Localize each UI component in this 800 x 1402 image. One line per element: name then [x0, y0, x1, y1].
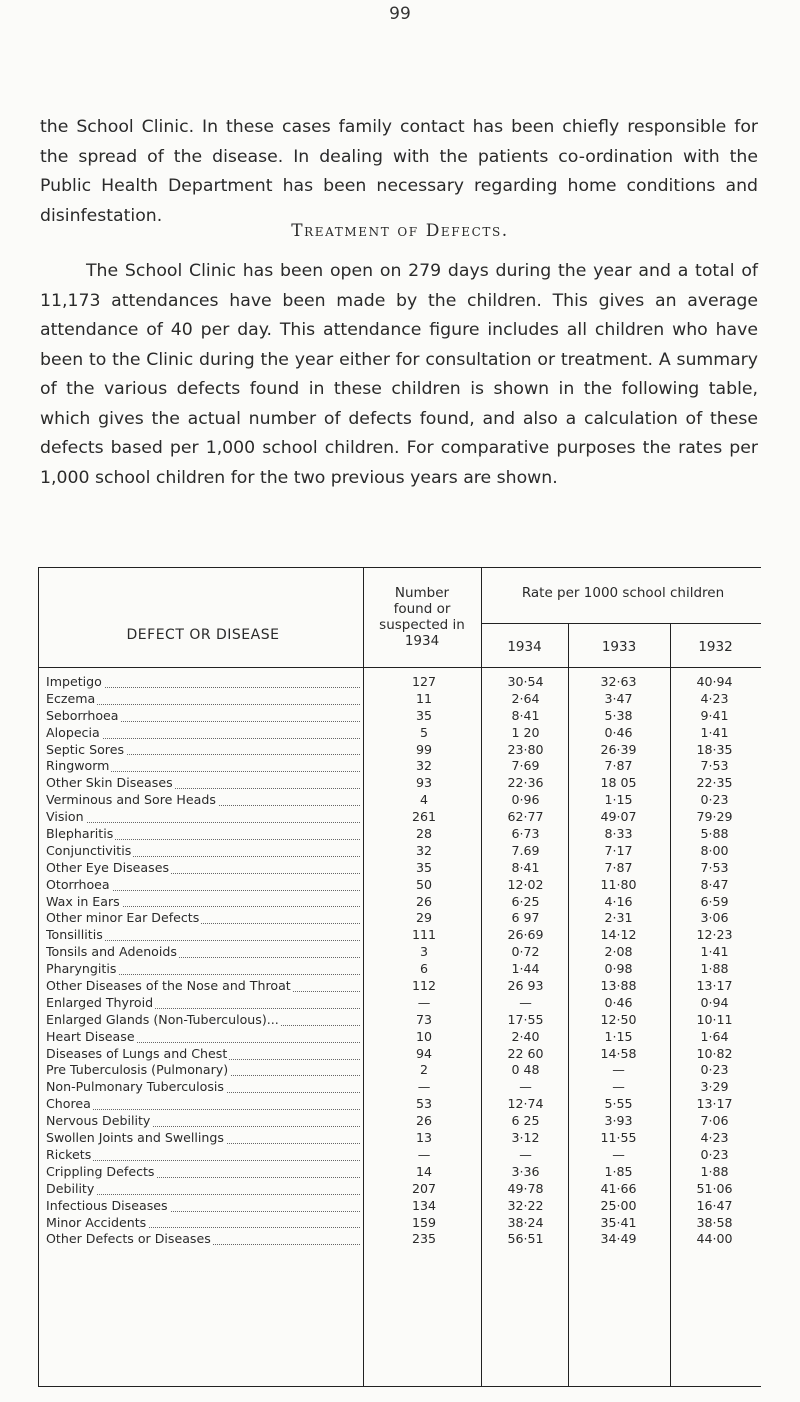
number-found: 127 — [411, 674, 437, 689]
rate-1934: 30·54 — [507, 674, 544, 689]
rate-1934: 8·41 — [511, 707, 540, 723]
rate-1932: 8·47 — [700, 876, 729, 892]
rate-1933: — — [612, 1079, 625, 1095]
table-bottom-border — [38, 1386, 761, 1387]
rate-1932: 1·41 — [700, 724, 729, 740]
rate-1932: 1·88 — [700, 961, 729, 977]
number-found: — — [417, 1146, 431, 1162]
rate-1934: 32·22 — [507, 1197, 544, 1213]
rate-1932: 5·88 — [700, 826, 729, 842]
header-year-1934: 1934 — [507, 639, 542, 655]
row-label: Crippling Defects — [46, 1164, 360, 1181]
rate-1933: 8·33 — [604, 826, 633, 842]
rate-1933: 3·93 — [604, 1113, 633, 1129]
number-found: 6 — [419, 961, 428, 977]
table-row — [38, 1215, 761, 1232]
rate-1934: 38·24 — [507, 1214, 544, 1230]
rate-1932: 51·06 — [696, 1180, 733, 1196]
number-found: 261 — [411, 809, 437, 825]
rate-1934: 3·12 — [511, 1130, 540, 1146]
row-label: Other Defects or Diseases — [46, 1231, 360, 1248]
rate-1934: 17·55 — [507, 1011, 544, 1027]
rate-1934: 7.69 — [511, 842, 540, 858]
rate-1933: 11·80 — [600, 876, 637, 892]
rate-1933: 25·00 — [600, 1197, 637, 1213]
table-row — [38, 860, 761, 877]
number-found: 32 — [415, 842, 433, 858]
number-found: 112 — [411, 978, 437, 994]
number-found: 26 — [415, 893, 433, 909]
number-found: 4 — [419, 792, 428, 808]
rate-1934: 26·69 — [507, 927, 544, 943]
table-row — [38, 1079, 761, 1096]
table-row — [38, 691, 761, 708]
row-label: Other Diseases of the Nose and Throat — [46, 978, 360, 995]
table-row — [38, 877, 761, 894]
number-found: 35 — [415, 859, 433, 875]
table-row — [38, 1231, 761, 1248]
rate-1932: 0·94 — [700, 994, 729, 1010]
rate-1933: 5·38 — [604, 707, 633, 723]
rate-1933: 0·46 — [604, 994, 633, 1010]
rate-1933: 12·50 — [600, 1011, 637, 1027]
body-paragraph: The School Clinic has been open on 279 days during the year and a total of 11,173 attendances have been made by the children. This gives an average attendance of 40 per day. This attendance figure includes all children who have been to the Clinic during the year either for consultation or treatment. A summary of the various defects found in these children is shown in the following table, which gives the actual number of defects found, and also a calculation of these defects based per 1,000 school children. For comparative purposes the rates per 1,000 school children for the two previous years are shown. — [40, 261, 758, 488]
number-found: 94 — [415, 1045, 433, 1061]
rate-1934: 12·02 — [507, 876, 544, 892]
row-label: Non-Pulmonary Tuberculosis — [46, 1079, 360, 1096]
rate-1933: 49·07 — [600, 809, 637, 825]
number-found: 159 — [411, 1214, 437, 1230]
table-row — [38, 894, 761, 911]
rate-1934: 3·36 — [511, 1163, 540, 1179]
number-found: 32 — [415, 758, 433, 774]
rate-1933: 3·47 — [604, 690, 633, 706]
rate-1934: 1·44 — [511, 961, 540, 977]
number-found: 14 — [415, 1163, 433, 1179]
rate-1933: 1·15 — [604, 1028, 633, 1044]
rate-1932: 18·35 — [696, 741, 733, 757]
number-found: — — [417, 1079, 431, 1095]
table-row — [38, 1181, 761, 1198]
rate-1932: 16·47 — [696, 1197, 733, 1213]
rate-1932: 13·17 — [696, 978, 733, 994]
table-top-border — [38, 567, 761, 568]
row-label: Septic Sores — [46, 742, 360, 759]
table-row — [38, 809, 761, 826]
row-label: Verminous and Sore Heads — [46, 792, 360, 809]
rate-1934: — — [519, 1146, 532, 1162]
row-label: Nervous Debility — [46, 1113, 360, 1130]
number-found: 53 — [415, 1096, 433, 1112]
rate-1932: 38·58 — [696, 1214, 733, 1230]
rate-1933: 1·85 — [604, 1163, 633, 1179]
rate-1933: — — [612, 1146, 625, 1162]
number-found: 73 — [415, 1011, 433, 1027]
rate-1934: 22·36 — [507, 775, 544, 791]
header-bottom-rule — [38, 667, 761, 668]
number-found: 93 — [415, 775, 433, 791]
table-row — [38, 927, 761, 944]
table-row — [38, 961, 761, 978]
rate-1933: 5·55 — [604, 1096, 633, 1112]
rate-1932: 44·00 — [696, 1231, 733, 1247]
rate-1934: 6 25 — [511, 1113, 540, 1129]
rate-1933: 0·46 — [604, 724, 633, 740]
rate-1934: 6 97 — [511, 910, 540, 926]
number-found: — — [417, 994, 431, 1010]
rate-1934: 6·73 — [511, 826, 540, 842]
rate-1934: 6·25 — [511, 893, 540, 909]
number-found: 50 — [415, 876, 433, 892]
rate-1934: 2·64 — [511, 690, 540, 706]
rate-1933: 7·87 — [604, 859, 633, 875]
rate-1932: 0·23 — [700, 792, 729, 808]
number-found: 134 — [411, 1197, 437, 1213]
rate-1932: 1·64 — [700, 1028, 729, 1044]
rate-1934: 0 48 — [511, 1062, 540, 1078]
rate-1932: 10·82 — [696, 1045, 733, 1061]
table-row — [38, 792, 761, 809]
rate-1933: 7·87 — [604, 758, 633, 774]
rate-1933: 35·41 — [600, 1214, 637, 1230]
rate-1934: 26 93 — [507, 978, 544, 994]
rate-1933: 7·17 — [604, 842, 633, 858]
rate-1932: 40·94 — [696, 674, 733, 689]
rate-1933: 2·31 — [604, 910, 633, 926]
header-defect: DEFECT OR DISEASE — [126, 627, 280, 643]
table-row — [38, 1012, 761, 1029]
rate-1934: 62·77 — [507, 809, 544, 825]
rate-1934: 0·96 — [511, 792, 540, 808]
rate-1932: 1·88 — [700, 1163, 729, 1179]
table-body — [38, 674, 761, 1248]
header-rate: Rate per 1000 school children — [521, 585, 725, 601]
rate-1933: 11·55 — [600, 1130, 637, 1146]
row-label: Other Skin Diseases — [46, 775, 360, 792]
table-row — [38, 1113, 761, 1130]
rate-1934: 1 20 — [511, 724, 540, 740]
rate-1934: 8·41 — [511, 859, 540, 875]
number-found: 235 — [411, 1231, 437, 1247]
row-label: Eczema — [46, 691, 360, 708]
rate-1932: 1·41 — [700, 944, 729, 960]
row-label: Enlarged Glands (Non-Tuberculous)... — [46, 1012, 360, 1029]
table-row — [38, 1198, 761, 1215]
row-label: Infectious Diseases — [46, 1198, 360, 1215]
number-found: 28 — [415, 826, 433, 842]
rate-1932: 8·00 — [700, 842, 729, 858]
table-row — [38, 1147, 761, 1164]
rate-1933: 1·15 — [604, 792, 633, 808]
table-row — [38, 1062, 761, 1079]
row-label: Minor Accidents — [46, 1215, 360, 1232]
row-label: Vision — [46, 809, 360, 826]
row-label: Rickets — [46, 1147, 360, 1164]
rate-1932: 79·29 — [696, 809, 733, 825]
rate-1933: 14·12 — [600, 927, 637, 943]
number-found: 99 — [415, 741, 433, 757]
row-label: Pre Tuberculosis (Pulmonary) — [46, 1062, 360, 1079]
rate-1933: 26·39 — [600, 741, 637, 757]
header-year-1932: 1932 — [698, 639, 733, 655]
table-row — [38, 1130, 761, 1147]
rate-1932: 4·23 — [700, 1130, 729, 1146]
table-row — [38, 995, 761, 1012]
rate-1933: 41·66 — [600, 1180, 637, 1196]
row-label: Other minor Ear Defects — [46, 910, 360, 927]
rate-1934: 12·74 — [507, 1096, 544, 1112]
row-label: Diseases of Lungs and Chest — [46, 1046, 360, 1063]
row-label: Heart Disease — [46, 1029, 360, 1046]
rate-1932: 12·23 — [696, 927, 733, 943]
number-found: 26 — [415, 1113, 433, 1129]
number-found: 29 — [415, 910, 433, 926]
row-label: Conjunctivitis — [46, 843, 360, 860]
rate-1933: 0·98 — [604, 961, 633, 977]
number-found: 13 — [415, 1130, 433, 1146]
table-row — [38, 1046, 761, 1063]
table-row — [38, 708, 761, 725]
rate-1933: 13·88 — [600, 978, 637, 994]
row-label: Chorea — [46, 1096, 360, 1113]
rate-1932: 4·23 — [700, 690, 729, 706]
section-heading: Treatment of Defects. — [291, 221, 509, 241]
rate-1933: — — [612, 1062, 625, 1078]
rate-1934: 56·51 — [507, 1231, 544, 1247]
number-found: 11 — [415, 690, 433, 706]
row-label: Enlarged Thyroid — [46, 995, 360, 1012]
table-row — [38, 758, 761, 775]
table-row — [38, 775, 761, 792]
row-label: Tonsillitis — [46, 927, 360, 944]
number-found: 111 — [411, 927, 437, 943]
rate-1932: 22·35 — [696, 775, 733, 791]
row-label: Tonsils and Adenoids — [46, 944, 360, 961]
rate-1932: 10·11 — [696, 1011, 733, 1027]
rate-subheader-rule — [481, 623, 761, 624]
row-label: Swollen Joints and Swellings — [46, 1130, 360, 1147]
table-row — [38, 742, 761, 759]
table-row — [38, 978, 761, 995]
rate-1932: 6·59 — [700, 893, 729, 909]
rate-1934: 0·72 — [511, 944, 540, 960]
number-found: 10 — [415, 1028, 433, 1044]
table-row — [38, 674, 761, 691]
row-label: Other Eye Diseases — [46, 860, 360, 877]
table-row — [38, 1096, 761, 1113]
defects-table — [38, 567, 761, 1387]
rate-1934: 22 60 — [507, 1045, 544, 1061]
header-number: Number found or suspected in 1934 — [379, 585, 465, 649]
rate-1932: 7·53 — [700, 859, 729, 875]
table-row — [38, 1029, 761, 1046]
rate-1932: 13·17 — [696, 1096, 733, 1112]
rate-1933: 2·08 — [604, 944, 633, 960]
number-found: 3 — [419, 944, 428, 960]
rate-1934: 49·78 — [507, 1180, 544, 1196]
row-label: Blepharitis — [46, 826, 360, 843]
number-found: 2 — [419, 1062, 428, 1078]
row-label: Otorrhoea — [46, 877, 360, 894]
rate-1933: 4·16 — [604, 893, 633, 909]
rate-1933: 14·58 — [600, 1045, 637, 1061]
rate-1933: 34·49 — [600, 1231, 637, 1247]
rate-1934: 2·40 — [511, 1028, 540, 1044]
row-label: Alopecia — [46, 725, 360, 742]
rate-1934: 23·80 — [507, 741, 544, 757]
number-found: 35 — [415, 707, 433, 723]
rate-1932: 0·23 — [700, 1146, 729, 1162]
rate-1932: 0·23 — [700, 1062, 729, 1078]
row-label: Seborrhoea — [46, 708, 360, 725]
rate-1934: 7·69 — [511, 758, 540, 774]
table-row — [38, 910, 761, 927]
page-number: 99 — [389, 4, 411, 24]
row-label: Ringworm — [46, 758, 360, 775]
table-row — [38, 944, 761, 961]
row-label: Impetigo — [46, 674, 360, 691]
rate-1934: — — [519, 994, 532, 1010]
row-label: Debility — [46, 1181, 360, 1198]
table-row — [38, 826, 761, 843]
row-label: Pharyngitis — [46, 961, 360, 978]
rate-1932: 3·29 — [700, 1079, 729, 1095]
rate-1932: 7·53 — [700, 758, 729, 774]
rate-1932: 3·06 — [700, 910, 729, 926]
rate-1932: 7·06 — [700, 1113, 729, 1129]
rate-1934: — — [519, 1079, 532, 1095]
table-row — [38, 1164, 761, 1181]
intro-paragraph: the School Clinic. In these cases family contact has been chiefly responsible for the spread of the disease. In dealing with the patients co-ordination with the Public Health Department has been necessary regarding home conditions and disinfestation. — [40, 117, 758, 226]
header-year-1933: 1933 — [601, 639, 637, 655]
number-found: 207 — [411, 1180, 437, 1196]
row-label: Wax in Ears — [46, 894, 360, 911]
rate-1933: 32·63 — [600, 674, 637, 689]
number-found: 5 — [419, 724, 428, 740]
rate-1932: 9·41 — [700, 707, 729, 723]
table-row — [38, 725, 761, 742]
table-row — [38, 843, 761, 860]
rate-1933: 18 05 — [600, 775, 637, 791]
